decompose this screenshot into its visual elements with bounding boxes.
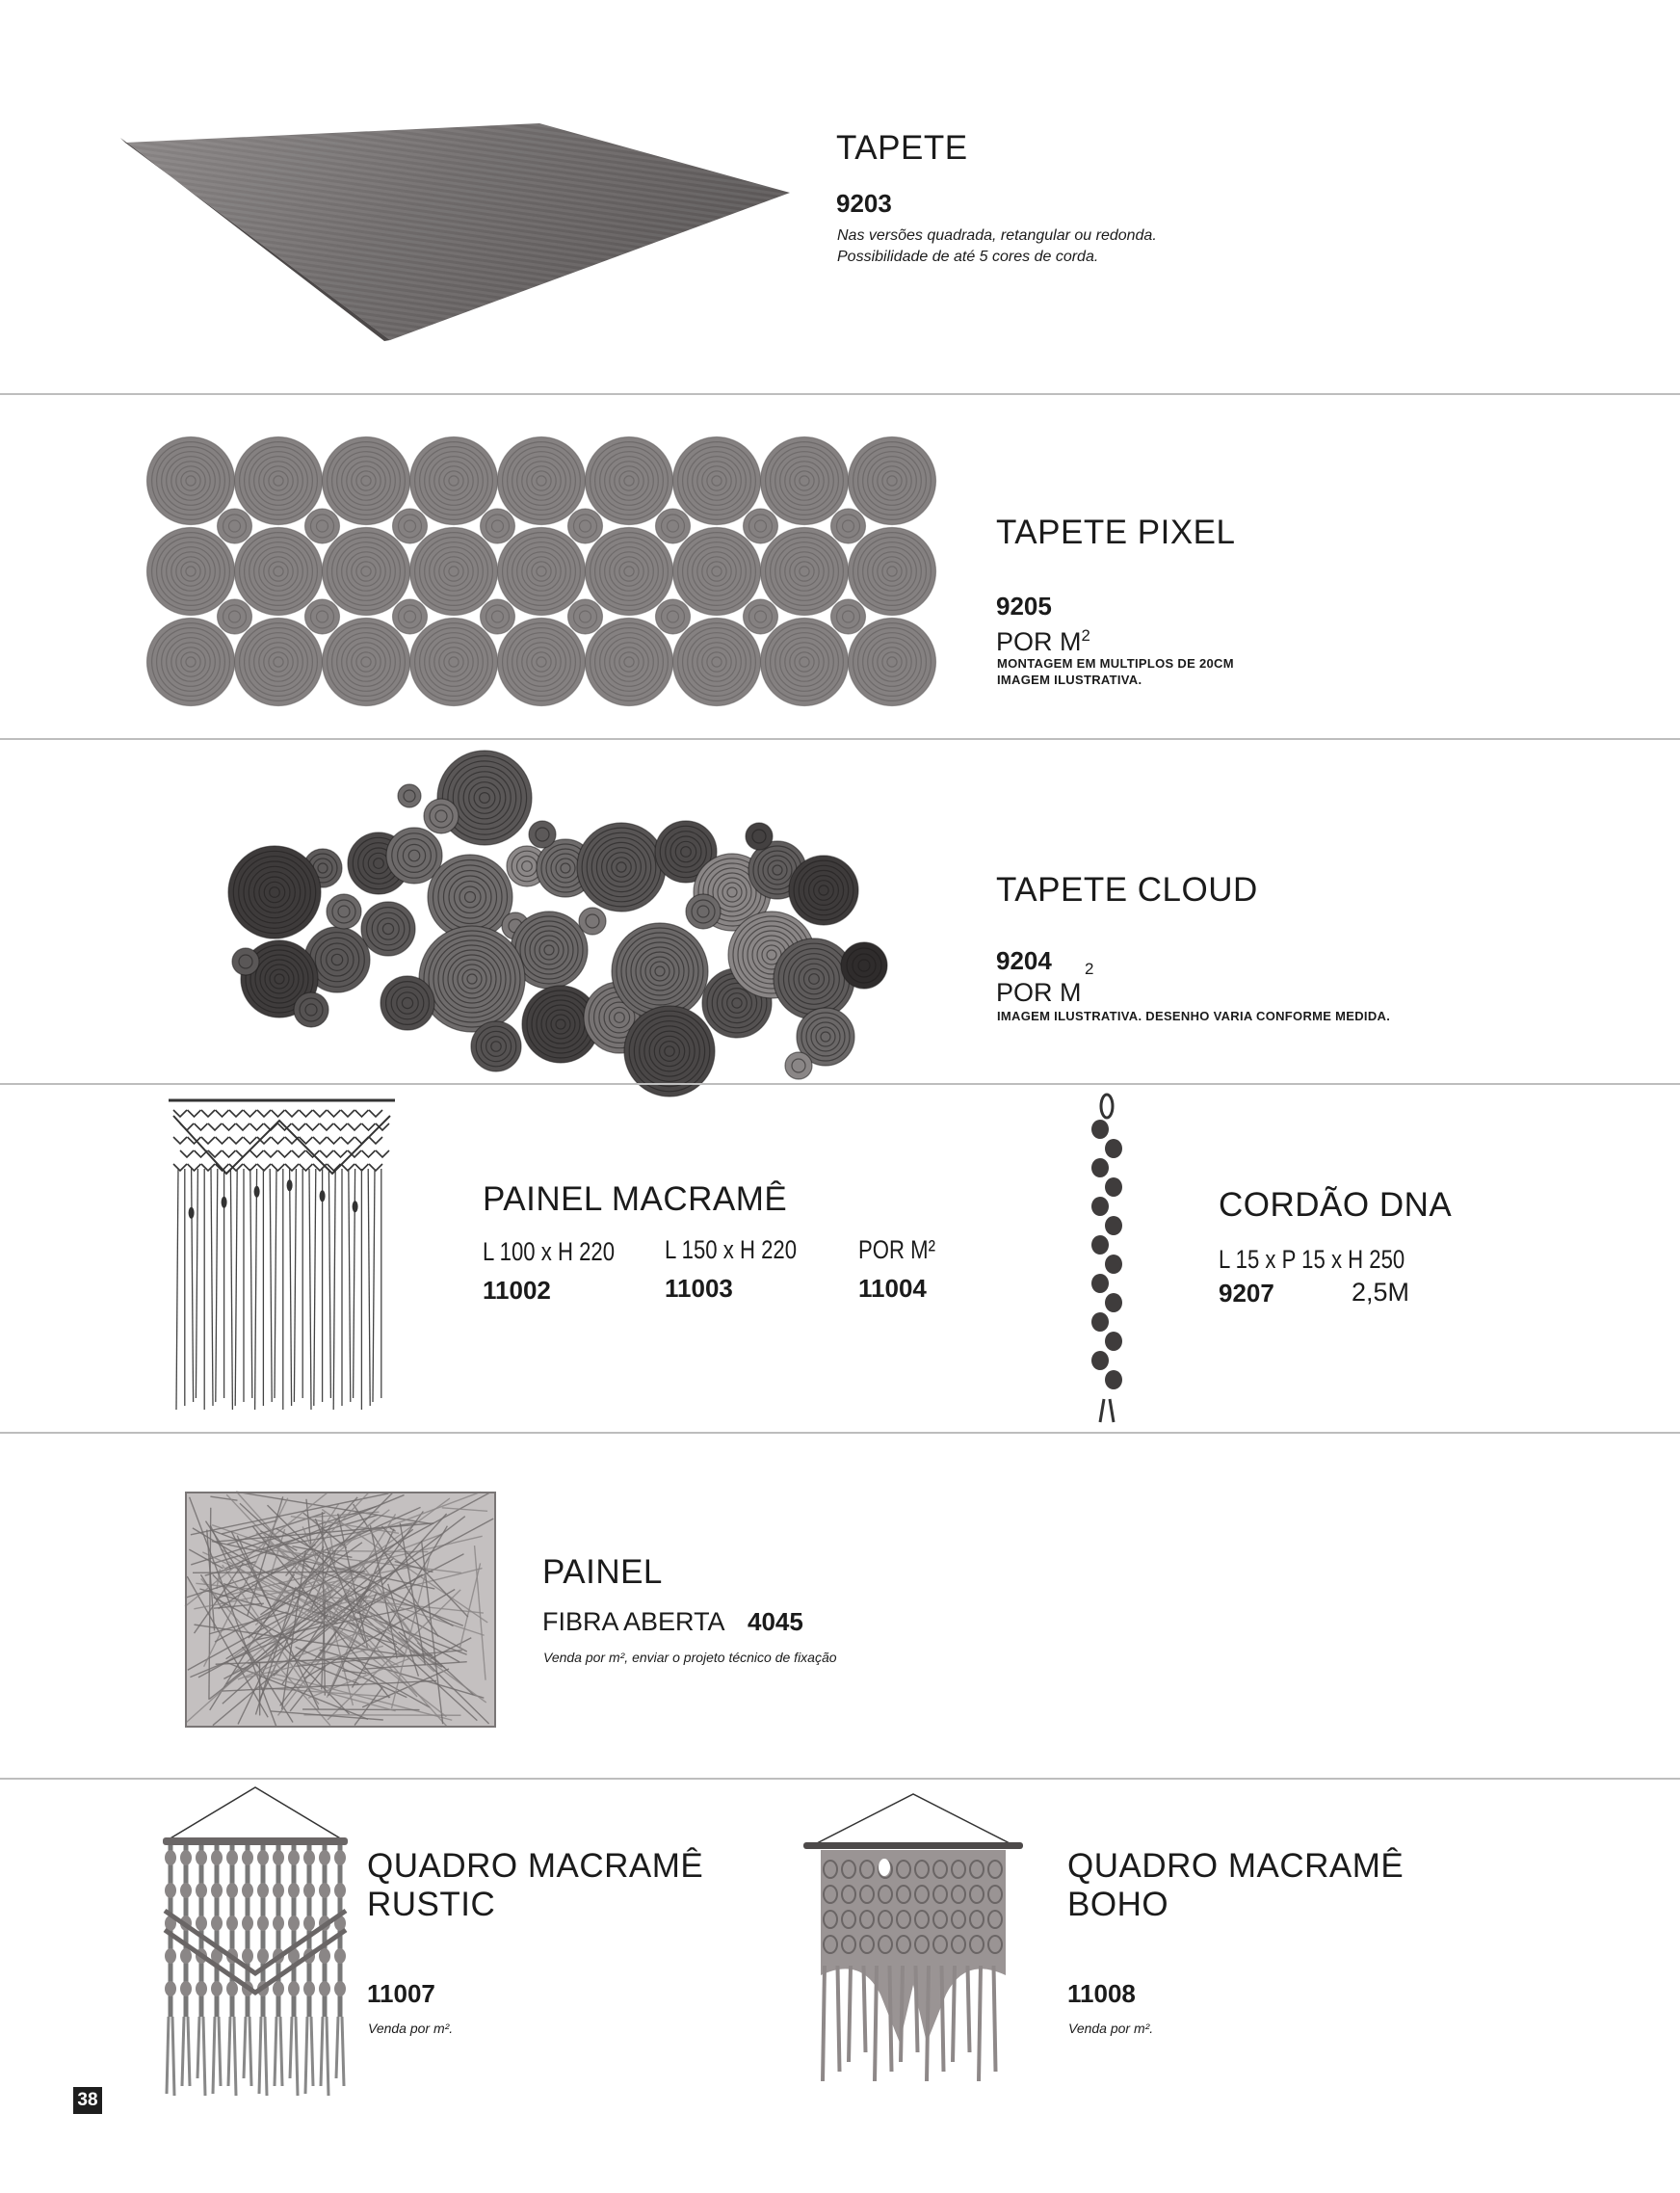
rope-disc	[398, 784, 421, 807]
quadro-boho-note: Venda por m².	[1068, 2021, 1154, 2036]
tapete-cloud-note: IMAGEM ILUSTRATIVA. DESENHO VARIA CONFORME MEDIDA.	[997, 1009, 1391, 1023]
rope-disc	[656, 599, 691, 634]
rope-disc	[361, 902, 415, 956]
rope-disc	[761, 619, 849, 706]
rope-disc	[746, 823, 773, 850]
painel-macrame-code-3: 11004	[858, 1274, 927, 1303]
tapete-cloud-title: TAPETE CLOUD	[996, 871, 1258, 909]
quadro-boho-image	[801, 1792, 1025, 2101]
rope-disc	[410, 528, 498, 616]
rope-disc	[147, 619, 235, 706]
rope-disc	[568, 509, 603, 543]
painel-fibra-image	[185, 1492, 496, 1728]
rope-disc	[393, 509, 428, 543]
rope-disc	[761, 437, 849, 525]
rope-disc	[323, 619, 410, 706]
rope-disc	[481, 599, 515, 634]
rope-disc	[785, 1052, 812, 1079]
rope-disc	[498, 437, 586, 525]
rope-disc	[147, 437, 235, 525]
quadro-rustic-image	[159, 1785, 352, 2113]
tapete-note-1: Nas versões quadrada, retangular ou redonda.	[837, 227, 1157, 244]
rope-disc	[579, 908, 606, 935]
rope-disc	[586, 437, 673, 525]
rope-disc	[744, 599, 778, 634]
rope-disc	[498, 528, 586, 616]
painel-macrame-code-1: 11002	[483, 1276, 551, 1305]
rope-disc	[673, 619, 761, 706]
painel-code: 4045	[748, 1607, 803, 1636]
rope-disc	[381, 976, 434, 1030]
tapete-title: TAPETE	[836, 129, 968, 167]
tapete-note-2: Possibilidade de até 5 cores de corda.	[837, 249, 1099, 265]
section-divider	[0, 738, 1680, 740]
rope-disc	[218, 509, 252, 543]
rope-disc	[686, 894, 721, 929]
cordao-dna-image	[1083, 1093, 1131, 1425]
rope-disc	[481, 509, 515, 543]
tapete-pixel-code: 9205	[996, 592, 1052, 621]
tapete-code: 9203	[836, 189, 892, 218]
rope-disc	[235, 437, 323, 525]
rope-disc	[849, 528, 936, 616]
rope-disc	[305, 509, 340, 543]
rope-disc	[789, 856, 858, 925]
rope-disc	[849, 619, 936, 706]
quadro-rustic-title-1: QUADRO MACRAMÊ	[367, 1847, 704, 1885]
tapete-pixel-unit: POR $M^2$	[996, 626, 1090, 656]
rope-disc	[235, 619, 323, 706]
rope-disc	[744, 509, 778, 543]
rope-disc	[235, 528, 323, 616]
rope-disc	[612, 923, 708, 1019]
tapete-pixel-title: TAPETE PIXEL	[996, 514, 1236, 551]
rope-disc	[232, 948, 259, 975]
rope-disc	[761, 528, 849, 616]
rope-disc	[774, 938, 854, 1019]
cordao-dna-title: CORDÃO DNA	[1219, 1186, 1453, 1224]
cordao-dna-dim: L 15 x P 15 x H 250	[1219, 1245, 1405, 1274]
painel-macrame-dim-3: POR M²	[858, 1235, 935, 1264]
painel-note: Venda por m², enviar o projeto técnico de fixação	[543, 1650, 837, 1665]
rope-disc	[673, 437, 761, 525]
rope-disc	[849, 437, 936, 525]
rope-disc	[656, 509, 691, 543]
rope-disc	[424, 799, 459, 833]
rope-disc	[294, 992, 328, 1027]
tapete-cloud-code: 9204	[996, 946, 1052, 975]
tapete-pixel-note-2: IMAGEM ILUSTRATIVA.	[997, 673, 1142, 687]
rope-disc	[419, 926, 525, 1032]
tapete-pixel-image	[146, 436, 936, 707]
rope-disc	[471, 1021, 521, 1071]
rope-disc	[323, 528, 410, 616]
tapete-pixel-note-1: MONTAGEM EM MULTIPLOS DE 20CM	[997, 656, 1234, 671]
section-divider	[0, 1083, 1680, 1085]
cordao-dna-code: 9207	[1219, 1279, 1274, 1308]
rope-disc	[586, 528, 673, 616]
rope-disc	[568, 599, 603, 634]
quadro-boho-title-2: BOHO	[1067, 1886, 1169, 1923]
tapete-image	[120, 123, 795, 345]
painel-macrame-title: PAINEL MACRAMÊ	[483, 1180, 788, 1218]
rope-disc	[586, 619, 673, 706]
rope-disc	[147, 528, 235, 616]
painel-title: PAINEL	[542, 1553, 663, 1591]
rope-disc	[327, 894, 361, 929]
section-divider	[0, 393, 1680, 395]
cordao-dna-length: 2,5M	[1352, 1278, 1410, 1307]
rope-disc	[228, 846, 321, 938]
painel-subtitle: FIBRA ABERTA	[542, 1607, 725, 1636]
rope-disc	[673, 528, 761, 616]
rope-disc	[831, 599, 866, 634]
painel-macrame-dim-2: L 150 x H 220	[665, 1235, 798, 1264]
painel-macrame-dim-1: L 100 x H 220	[483, 1237, 616, 1266]
rope-disc	[529, 821, 556, 848]
section-divider	[0, 1432, 1680, 1434]
rope-disc	[831, 509, 866, 543]
rope-disc	[437, 751, 532, 845]
quadro-rustic-note: Venda por m².	[368, 2021, 454, 2036]
rope-disc	[323, 437, 410, 525]
rope-disc	[498, 619, 586, 706]
rope-disc	[410, 619, 498, 706]
rope-disc	[410, 437, 498, 525]
quadro-boho-code: 11008	[1067, 1979, 1136, 2008]
quadro-rustic-code: 11007	[367, 1979, 435, 2008]
tapete-cloud-unit-exp: 2	[1085, 960, 1094, 978]
painel-macrame-code-2: 11003	[665, 1274, 733, 1303]
section-divider	[0, 1778, 1680, 1780]
rope-disc	[218, 599, 252, 634]
tapete-cloud-unit: POR M	[996, 978, 1082, 1007]
quadro-boho-title-1: QUADRO MACRAMÊ	[1067, 1847, 1404, 1885]
tapete-cloud-image	[217, 748, 901, 1075]
quadro-rustic-title-2: RUSTIC	[367, 1886, 496, 1923]
rope-disc	[305, 599, 340, 634]
rope-disc	[841, 942, 887, 989]
painel-macrame-image	[169, 1096, 395, 1419]
rope-disc	[577, 823, 666, 912]
page-number: 38	[73, 2087, 102, 2114]
rope-disc	[393, 599, 428, 634]
